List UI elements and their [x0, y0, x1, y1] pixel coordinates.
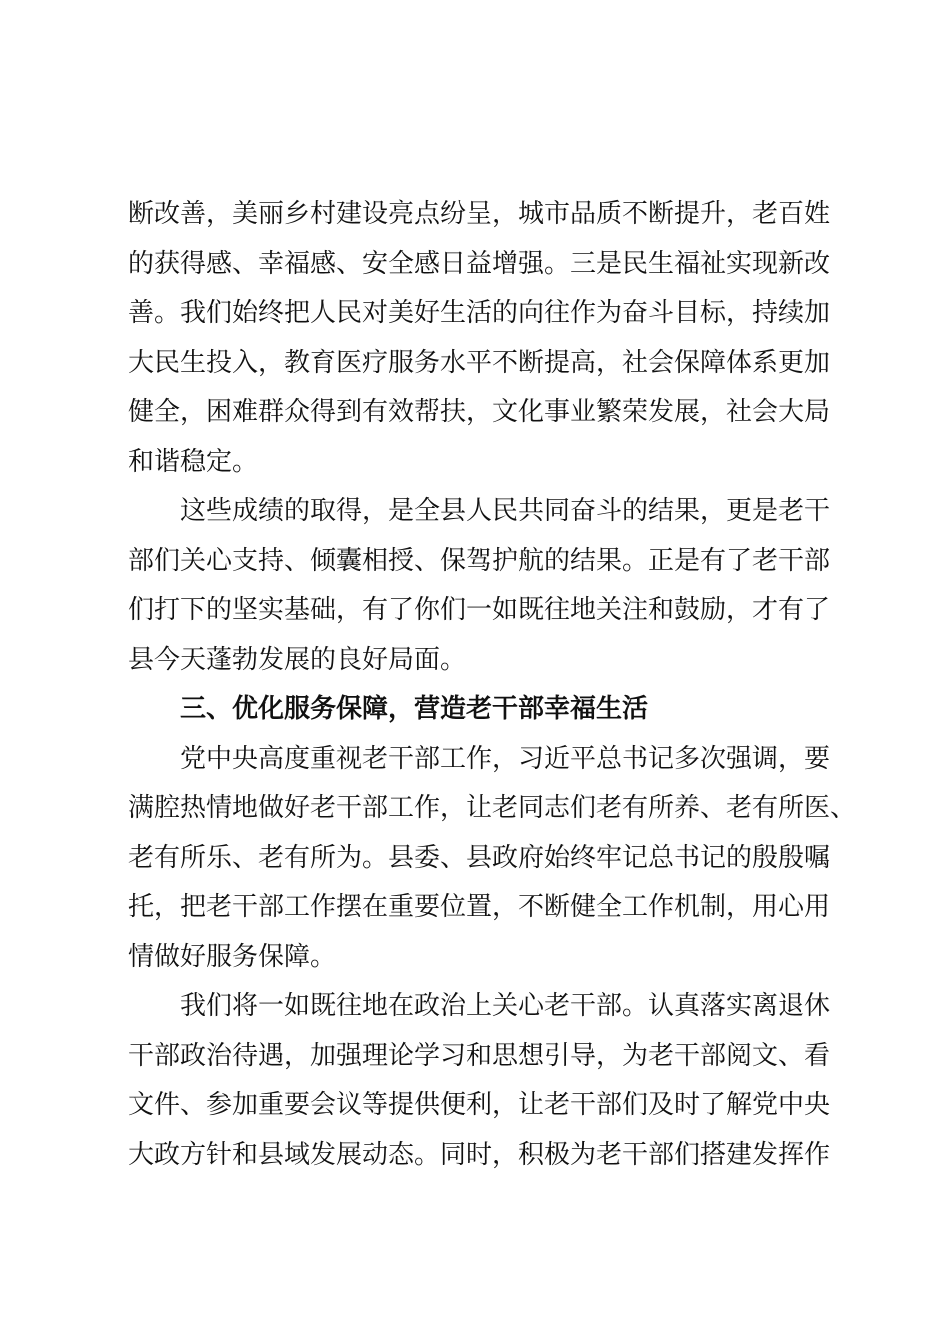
text-line: 部们关心支持、倾囊相授、保驾护航的结果。正是有了老干部 [128, 545, 831, 576]
text-line: 情做好服务保障。 [128, 941, 337, 972]
text-line: 我们将一如既往地在政治上关心老干部。认真落实离退休 [180, 991, 831, 1021]
paragraph-3 [128, 735, 857, 983]
text-line: 党中央高度重视老干部工作，习近平总书记多次强调，要 [180, 743, 831, 774]
text-line: 老有所乐、老有所为。县委、县政府始终牢记总书记的殷殷嘱 [128, 842, 831, 873]
text-line: 断改善，美丽乡村建设亮点纷呈，城市品质不断提升，老百姓 [128, 199, 831, 229]
heading-line: 三、优化服务保障，营造老干部幸福生活 [180, 694, 649, 724]
text-line: 干部政治待遇，加强理论学习和思想引导，为老干部阅文、看 [128, 1040, 831, 1071]
text-line: 大政方针和县域发展动态。同时，积极为老干部们搭建发挥作 [128, 1139, 831, 1170]
section-heading [128, 685, 828, 735]
document-body [128, 190, 857, 1180]
text-line: 满腔热情地做好老干部工作，让老同志们老有所养、老有所医、 [128, 793, 857, 823]
text-line: 善。我们始终把人民对美好生活的向往作为奋斗目标，持续加 [128, 298, 831, 328]
paragraph-4 [128, 982, 831, 1180]
text-line: 这些成绩的取得，是全县人民共同奋斗的结果，更是老干 [180, 496, 831, 526]
text-line: 文件、参加重要会议等提供便利，让老干部们及时了解党中央 [128, 1090, 831, 1120]
text-line: 县今天蓬勃发展的良好局面。 [128, 644, 467, 675]
text-line: 和谐稳定。 [128, 446, 259, 477]
paragraph-1 [128, 190, 831, 487]
text-line: 的获得感、幸福感、安全感日益增强。三是民生福祉实现新改 [128, 248, 831, 279]
text-line: 大民生投入，教育医疗服务水平不断提高，社会保障体系更加 [128, 347, 831, 378]
text-line: 健全，困难群众得到有效帮扶，文化事业繁荣发展，社会大局 [128, 397, 831, 427]
text-line: 们打下的坚实基础，有了你们一如既往地关注和鼓励，才有了 [128, 595, 831, 625]
paragraph-2 [128, 487, 831, 685]
text-line: 托，把老干部工作摆在重要位置，不断健全工作机制，用心用 [128, 892, 831, 922]
